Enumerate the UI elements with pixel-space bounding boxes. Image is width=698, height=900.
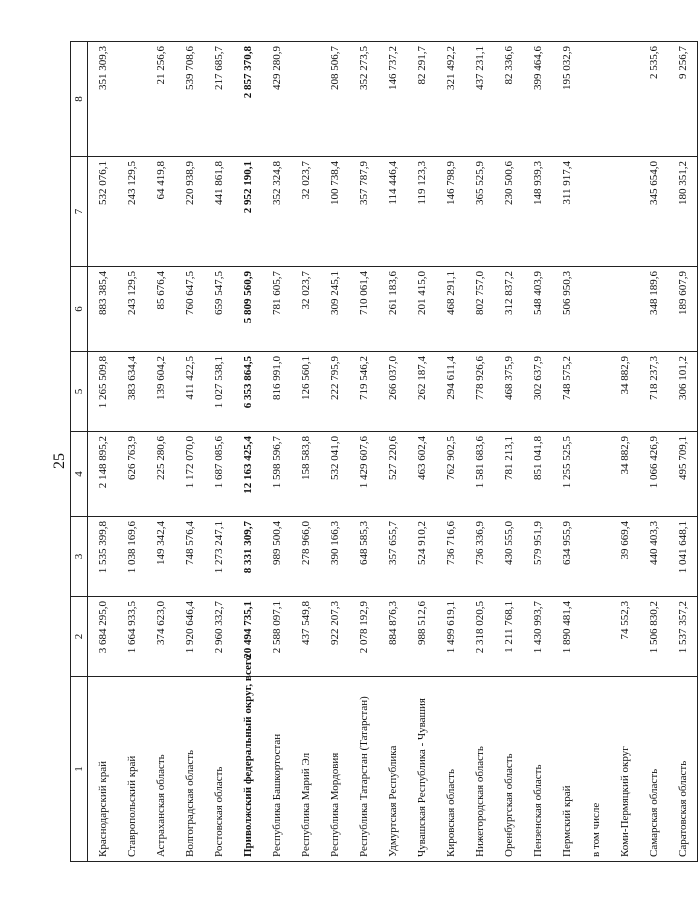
value-cell-col5: 139 604,2 xyxy=(146,352,175,432)
region-name: Нижегородская область xyxy=(465,677,494,862)
value-cell-col5: 262 187,4 xyxy=(407,352,436,432)
value-cell-col8: 208 506,7 xyxy=(320,42,349,157)
value-cell-col3: 8 331 309,7 xyxy=(233,517,262,597)
value-cell-col8: 321 492,2 xyxy=(436,42,465,157)
value-cell-col5: 748 575,2 xyxy=(552,352,581,432)
value-cell-col5: 294 611,4 xyxy=(436,352,465,432)
region-name: Астраханская область xyxy=(146,677,175,862)
value-cell-col4: 1 429 607,6 xyxy=(349,432,378,517)
region-name: Приволжский федеральный округ, всего xyxy=(233,677,262,862)
value-cell-col5: 306 101,2 xyxy=(668,352,698,432)
value-cell-col5: 719 546,2 xyxy=(349,352,378,432)
value-cell-col3: 736 336,9 xyxy=(465,517,494,597)
table-row xyxy=(88,42,118,862)
value-cell-col4: 1 687 085,6 xyxy=(204,432,233,517)
value-cell-col6 xyxy=(581,267,610,352)
value-cell-col5: 468 375,9 xyxy=(494,352,523,432)
value-cell-col6: 760 647,5 xyxy=(175,267,204,352)
value-cell-col8: 195 032,9 xyxy=(552,42,581,157)
region-name: Ставропольский край xyxy=(117,677,146,862)
table-row xyxy=(523,42,552,862)
value-cell-col8: 2 857 370,8 xyxy=(233,42,262,157)
region-name: Оренбургская область xyxy=(494,677,523,862)
value-cell-col4: 532 041,0 xyxy=(320,432,349,517)
value-cell-col2: 1 920 646,4 xyxy=(175,597,204,677)
value-cell-col6: 468 291,1 xyxy=(436,267,465,352)
column-header-8: 8 xyxy=(71,42,88,157)
value-cell-col2: 437 549,8 xyxy=(291,597,320,677)
value-cell-col2: 2 318 020,5 xyxy=(465,597,494,677)
value-cell-col3: 634 955,9 xyxy=(552,517,581,597)
region-name: Республика Башкортостан xyxy=(262,677,291,862)
region-name: Удмуртская Республика xyxy=(378,677,407,862)
value-cell-col8: 9 256,7 xyxy=(668,42,698,157)
region-name: Коми-Пермяцкий округ xyxy=(610,677,639,862)
value-cell-col3: 357 655,7 xyxy=(378,517,407,597)
value-cell-col5: 778 926,6 xyxy=(465,352,494,432)
value-cell-col6 xyxy=(610,267,639,352)
table-row xyxy=(175,42,204,862)
value-cell-col4 xyxy=(581,432,610,517)
value-cell-col3: 1 535 399,8 xyxy=(88,517,118,597)
value-cell-col6: 201 415,0 xyxy=(407,267,436,352)
table-row xyxy=(378,42,407,862)
value-cell-col8: 217 685,7 xyxy=(204,42,233,157)
value-cell-col5: 816 991,0 xyxy=(262,352,291,432)
value-cell-col2: 2 960 332,7 xyxy=(204,597,233,677)
value-cell-col4: 1 255 525,5 xyxy=(552,432,581,517)
value-cell-col5: 266 037,0 xyxy=(378,352,407,432)
value-cell-col5: 222 795,9 xyxy=(320,352,349,432)
value-cell-col3: 736 716,6 xyxy=(436,517,465,597)
value-cell-col3 xyxy=(581,517,610,597)
value-cell-col6: 348 189,6 xyxy=(639,267,668,352)
value-cell-col6: 312 837,2 xyxy=(494,267,523,352)
value-cell-col3: 524 910,2 xyxy=(407,517,436,597)
rotated-page xyxy=(70,42,689,862)
value-cell-col8: 146 737,2 xyxy=(378,42,407,157)
value-cell-col2: 20 494 735,1 xyxy=(233,597,262,677)
value-cell-col8: 2 535,6 xyxy=(639,42,668,157)
column-header-2: 2 xyxy=(71,597,88,677)
table-row xyxy=(581,42,610,862)
value-cell-col3: 39 669,4 xyxy=(610,517,639,597)
column-header-5: 5 xyxy=(71,352,88,432)
value-cell-col4: 225 280,6 xyxy=(146,432,175,517)
region-name: Республика Марий Эл xyxy=(291,677,320,862)
value-cell-col7: 114 446,4 xyxy=(378,157,407,267)
value-cell-col5: 1 027 538,1 xyxy=(204,352,233,432)
table-row xyxy=(610,42,639,862)
table-row xyxy=(639,42,668,862)
value-cell-col2: 2 588 097,1 xyxy=(262,597,291,677)
value-cell-col6: 261 183,6 xyxy=(378,267,407,352)
value-cell-col5: 718 237,3 xyxy=(639,352,668,432)
value-cell-col7: 230 500,6 xyxy=(494,157,523,267)
value-cell-col5: 1 265 509,8 xyxy=(88,352,118,432)
table-row xyxy=(320,42,349,862)
value-cell-col7: 64 419,8 xyxy=(146,157,175,267)
value-cell-col3: 278 966,0 xyxy=(291,517,320,597)
value-cell-col8: 351 309,3 xyxy=(88,42,118,157)
value-cell-col6: 710 061,4 xyxy=(349,267,378,352)
value-cell-col5: 411 422,5 xyxy=(175,352,204,432)
value-cell-col4: 495 709,1 xyxy=(668,432,698,517)
value-cell-col7: 32 023,7 xyxy=(291,157,320,267)
column-header-4: 4 xyxy=(71,432,88,517)
region-name: Республика Татарстан (Татарстан) xyxy=(349,677,378,862)
value-cell-col8: 352 273,5 xyxy=(349,42,378,157)
value-cell-col4: 2 148 895,2 xyxy=(88,432,118,517)
value-cell-col7: 119 123,3 xyxy=(407,157,436,267)
header-row xyxy=(71,42,88,862)
column-header-7: 7 xyxy=(71,157,88,267)
value-cell-col2 xyxy=(581,597,610,677)
value-cell-col3: 1 041 648,1 xyxy=(668,517,698,597)
value-cell-col4: 12 163 425,4 xyxy=(233,432,262,517)
value-cell-col4: 1 172 070,0 xyxy=(175,432,204,517)
value-cell-col5: 6 353 864,5 xyxy=(233,352,262,432)
value-cell-col7: 532 076,1 xyxy=(88,157,118,267)
region-name: Волгоградская область xyxy=(175,677,204,862)
region-name: в том числе xyxy=(581,677,610,862)
value-cell-col2: 374 623,0 xyxy=(146,597,175,677)
value-cell-col2: 922 207,3 xyxy=(320,597,349,677)
value-cell-col2: 884 876,3 xyxy=(378,597,407,677)
table-row xyxy=(407,42,436,862)
value-cell-col4: 851 041,8 xyxy=(523,432,552,517)
value-cell-col6: 506 950,3 xyxy=(552,267,581,352)
column-header-6: 6 xyxy=(71,267,88,352)
table-row xyxy=(552,42,581,862)
region-name: Ростовская область xyxy=(204,677,233,862)
value-cell-col4: 626 763,9 xyxy=(117,432,146,517)
value-cell-col8: 437 231,1 xyxy=(465,42,494,157)
column-header-3: 3 xyxy=(71,517,88,597)
value-cell-col2: 1 890 481,4 xyxy=(552,597,581,677)
table-row xyxy=(204,42,233,862)
data-table xyxy=(70,41,698,862)
value-cell-col3: 648 585,3 xyxy=(349,517,378,597)
value-cell-col7: 311 917,4 xyxy=(552,157,581,267)
region-name: Кировская область xyxy=(436,677,465,862)
value-cell-col8: 429 280,9 xyxy=(262,42,291,157)
value-cell-col8 xyxy=(117,42,146,157)
table-row xyxy=(668,42,698,862)
value-cell-col3: 1 038 169,6 xyxy=(117,517,146,597)
value-cell-col7: 148 939,3 xyxy=(523,157,552,267)
value-cell-col6: 659 547,5 xyxy=(204,267,233,352)
value-cell-col5: 126 560,1 xyxy=(291,352,320,432)
table-body xyxy=(88,42,698,862)
value-cell-col4: 781 213,1 xyxy=(494,432,523,517)
value-cell-col7: 441 861,8 xyxy=(204,157,233,267)
value-cell-col3: 390 166,3 xyxy=(320,517,349,597)
value-cell-col7: 100 738,4 xyxy=(320,157,349,267)
page-number: 25 xyxy=(51,453,68,469)
value-cell-col4: 34 882,9 xyxy=(610,432,639,517)
value-cell-col4: 158 583,8 xyxy=(291,432,320,517)
region-name: Чувашская Республика - Чувашия xyxy=(407,677,436,862)
value-cell-col7: 2 952 190,1 xyxy=(233,157,262,267)
value-cell-col2: 2 078 192,9 xyxy=(349,597,378,677)
table-row xyxy=(262,42,291,862)
value-cell-col6: 32 023,7 xyxy=(291,267,320,352)
value-cell-col3: 748 576,4 xyxy=(175,517,204,597)
value-cell-col6: 243 129,5 xyxy=(117,267,146,352)
value-cell-col4: 1 066 426,9 xyxy=(639,432,668,517)
value-cell-col5 xyxy=(581,352,610,432)
value-cell-col7: 352 324,8 xyxy=(262,157,291,267)
table-row xyxy=(117,42,146,862)
region-name: Самарская область xyxy=(639,677,668,862)
table-row xyxy=(146,42,175,862)
value-cell-col6: 189 607,9 xyxy=(668,267,698,352)
value-cell-col3: 440 403,3 xyxy=(639,517,668,597)
value-cell-col2: 1 430 993,7 xyxy=(523,597,552,677)
value-cell-col2: 1 537 357,2 xyxy=(668,597,698,677)
value-cell-col3: 989 500,4 xyxy=(262,517,291,597)
value-cell-col7: 220 938,9 xyxy=(175,157,204,267)
value-cell-col6: 309 245,1 xyxy=(320,267,349,352)
table-row xyxy=(436,42,465,862)
value-cell-col8: 399 464,6 xyxy=(523,42,552,157)
value-cell-col6: 548 403,9 xyxy=(523,267,552,352)
value-cell-col5: 302 637,9 xyxy=(523,352,552,432)
value-cell-col6: 5 809 560,9 xyxy=(233,267,262,352)
value-cell-col8 xyxy=(581,42,610,157)
value-cell-col5: 34 882,9 xyxy=(610,352,639,432)
value-cell-col3: 149 342,4 xyxy=(146,517,175,597)
value-cell-col7: 357 787,9 xyxy=(349,157,378,267)
column-header-1: 1 xyxy=(71,677,88,862)
value-cell-col2: 1 664 933,5 xyxy=(117,597,146,677)
value-cell-col6: 781 605,7 xyxy=(262,267,291,352)
value-cell-col2: 1 506 830,2 xyxy=(639,597,668,677)
value-cell-col3: 1 273 247,1 xyxy=(204,517,233,597)
table-row xyxy=(494,42,523,862)
value-cell-col3: 579 951,9 xyxy=(523,517,552,597)
table-row xyxy=(233,42,262,862)
region-name: Пензенская область xyxy=(523,677,552,862)
value-cell-col2: 1 211 768,1 xyxy=(494,597,523,677)
value-cell-col8 xyxy=(291,42,320,157)
value-cell-col3: 430 555,0 xyxy=(494,517,523,597)
value-cell-col7 xyxy=(581,157,610,267)
value-cell-col6: 883 385,4 xyxy=(88,267,118,352)
region-name: Краснодарский край xyxy=(88,677,118,862)
value-cell-col2: 1 499 619,1 xyxy=(436,597,465,677)
value-cell-col7: 365 525,9 xyxy=(465,157,494,267)
value-cell-col7: 243 129,5 xyxy=(117,157,146,267)
value-cell-col8: 539 708,6 xyxy=(175,42,204,157)
value-cell-col8: 82 291,7 xyxy=(407,42,436,157)
value-cell-col5: 383 634,4 xyxy=(117,352,146,432)
value-cell-col2: 988 512,6 xyxy=(407,597,436,677)
region-name: Пермский край xyxy=(552,677,581,862)
value-cell-col8: 21 256,6 xyxy=(146,42,175,157)
value-cell-col4: 762 902,5 xyxy=(436,432,465,517)
value-cell-col6: 802 757,0 xyxy=(465,267,494,352)
value-cell-col8: 82 336,6 xyxy=(494,42,523,157)
value-cell-col4: 527 220,6 xyxy=(378,432,407,517)
value-cell-col7: 180 351,2 xyxy=(668,157,698,267)
value-cell-col2: 74 552,3 xyxy=(610,597,639,677)
value-cell-col6: 85 676,4 xyxy=(146,267,175,352)
region-name: Республика Мордовия xyxy=(320,677,349,862)
region-name: Саратовская область xyxy=(668,677,698,862)
value-cell-col2: 3 684 295,0 xyxy=(88,597,118,677)
value-cell-col4: 463 602,4 xyxy=(407,432,436,517)
table-row xyxy=(349,42,378,862)
table-row xyxy=(291,42,320,862)
table-row xyxy=(465,42,494,862)
value-cell-col7: 345 654,0 xyxy=(639,157,668,267)
value-cell-col4: 1 598 596,7 xyxy=(262,432,291,517)
value-cell-col7: 146 798,9 xyxy=(436,157,465,267)
value-cell-col7 xyxy=(610,157,639,267)
value-cell-col8 xyxy=(610,42,639,157)
value-cell-col4: 1 581 683,6 xyxy=(465,432,494,517)
